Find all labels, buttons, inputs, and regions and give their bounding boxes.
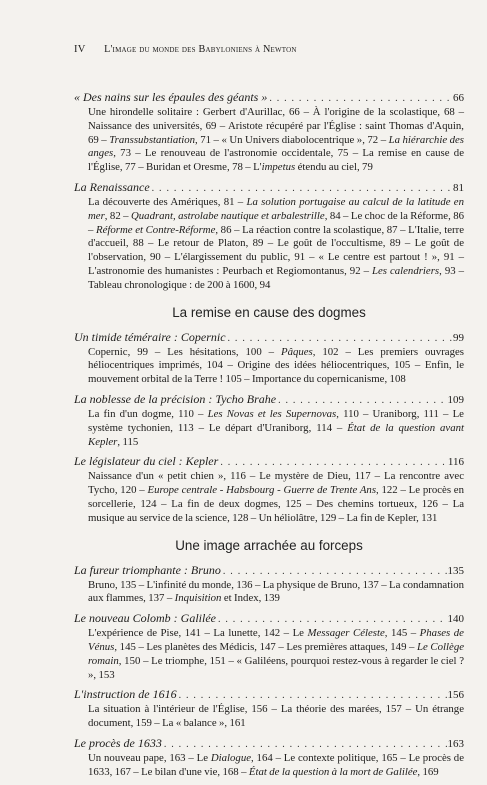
description-segment: Europe centrale - Habsbourg - Guerre de Trente Ans (147, 484, 377, 497)
description-segment: La découverte des Amériques, 81 – (88, 195, 247, 208)
description-segment: Une hirondelle solitaire : Gerbert d'Aurillac, 66 – À l'origine de la scolastique, 68 – Naissance des universités, 69 – Aristote récupéré par l'Église : saint Thomas d'Aquin, 69 – (88, 106, 464, 146)
page-number: IV (74, 44, 86, 55)
entry-description (74, 106, 464, 175)
dot-leader (177, 688, 448, 703)
description-segment: , 93 – Tableau chronologique : de 200 à 1600, 94 (88, 264, 465, 291)
entry-page: 135 (447, 564, 464, 577)
description-segment: Les Novas et les Supernovas (207, 407, 337, 420)
dot-leader (150, 181, 453, 196)
toc-entry (74, 736, 464, 780)
entry-heading (74, 90, 464, 106)
entry-page: 156 (447, 689, 464, 702)
toc-entry (74, 90, 464, 175)
description-segment: Un nouveau pape, 163 – Le (88, 751, 211, 764)
description-segment: , 82 – (104, 209, 131, 222)
table-of-contents (74, 90, 464, 785)
toc-entry (74, 330, 464, 387)
entry-title: Un timide téméraire : Copernic (74, 329, 226, 344)
entry-heading (74, 687, 464, 703)
entry-title: La fureur triomphante : Bruno (74, 562, 221, 577)
dot-leader (216, 612, 448, 627)
description-segment: Messager Céleste (307, 627, 385, 640)
description-segment: impetus (261, 161, 296, 174)
entry-title: La noblesse de la précision : Tycho Brahe (74, 391, 277, 406)
dot-leader (226, 331, 453, 346)
toc-entry (74, 454, 464, 525)
description-segment: Transsubstantiation (109, 133, 196, 146)
entry-description (74, 408, 464, 449)
entry-heading (74, 180, 464, 196)
toc-section (74, 90, 464, 293)
description-segment: La hiérarchie des anges (88, 133, 465, 160)
description-segment: Les calendriers (371, 264, 440, 277)
entry-title: Le nouveau Colomb : Galilée (74, 611, 216, 626)
description-segment: , 169 (417, 765, 439, 778)
entry-page: 140 (447, 613, 464, 626)
description-segment: Le Collège romain (88, 640, 465, 667)
description-segment: Phases de Vénus (88, 627, 464, 653)
description-segment: La fin d'un dogme, 110 – (88, 407, 208, 420)
description-segment: , 115 (117, 435, 139, 448)
description-segment: , 71 – « Un Univers diabolocentrique », 72 – (195, 133, 389, 146)
description-segment: Dialogue (210, 751, 252, 764)
description-segment: Réforme et Contre-Réforme (96, 223, 216, 236)
entry-description (74, 346, 464, 387)
description-segment: , 84 – Le choc de la Réforme, 86 – (88, 209, 465, 236)
toc-entry (74, 611, 464, 682)
dot-leader (276, 393, 447, 408)
running-title: L'image du monde des Babyloniens à Newton (104, 44, 297, 55)
entry-title: Le procès de 1633 (74, 735, 162, 750)
dot-leader (267, 91, 453, 106)
entry-page: 163 (447, 737, 464, 750)
entry-title: « Des nains sur les épaules des géants » (74, 90, 268, 104)
entry-page: 66 (453, 92, 464, 104)
entry-page: 116 (447, 456, 464, 469)
entry-page: 109 (447, 393, 464, 406)
description-segment: Bruno, 135 – L'infinité du monde, 136 – La physique de Bruno, 137 – La condamnation aux flammes, 137 – (88, 578, 464, 605)
entry-page: 99 (453, 331, 464, 344)
entry-heading (74, 392, 464, 408)
toc-entry (74, 180, 464, 293)
toc-section (74, 538, 464, 780)
entry-description (74, 579, 464, 607)
dot-leader (218, 455, 448, 470)
dot-leader (221, 564, 448, 579)
description-segment: , 86 – La réaction contre la scolastique, 87 – L'Italie, terre d'accueil, 88 – Le retour de Platon, 89 – Le goût de l'occultisme, 89 – Le goût de l'observation, 90 – L'élargissement du public, 91 – « Le centre est partout ! », 91 – L'astronomie des humanistes : Peurbach et Regiomontanus, 92 – (88, 223, 464, 277)
description-segment: Naissance d'un « petit chien », 116 – Le mystère de Dieu, 117 – La rencontre avec Tycho, 120 – (88, 470, 464, 497)
description-segment: , 164 – Le contexte politique, 165 – Le procès de 1633, 167 – Le bilan d'une vie, 168 – (88, 751, 465, 778)
description-segment: étendu au ciel, 79 (295, 161, 373, 174)
entry-description (74, 470, 464, 525)
description-segment: et Index, 139 (221, 592, 280, 605)
toc-entry (74, 563, 464, 607)
description-segment: , 122 – Le procès en sorcellerie, 124 – La fin de deux dogmes, 125 – Des chemins tortueux, 126 – La musique au service de la science, 128 – Un héliolâtre, 129 – La fin de Kepler, 131 (88, 484, 464, 524)
entry-description (74, 703, 464, 731)
entry-description (74, 196, 464, 293)
entry-heading (74, 330, 464, 346)
description-segment: , 73 – Le renouveau de l'astronomie occidentale, 75 – La remise en cause de l'Église, 77 – Buridan et Oresme, 78 – L' (88, 147, 464, 174)
description-segment: , 150 – Le triomphe, 151 – « Galiléens, pourquoi restez-vous à regarder le ciel ? », 153 (88, 654, 464, 681)
description-segment: Quadrant, astrolabe nautique et arbalestrille (130, 209, 325, 222)
description-segment: Copernic, 99 – Les hésitations, 100 – (88, 345, 281, 358)
description-segment: , 102 – Les premiers ouvrages héliocentriques imprimés, 104 – Origine des idées héliocentriques, 105 – Enfin, le mouvement orbital de la Terre ! 105 – Importance du copernicanisme, 108 (88, 345, 464, 386)
description-segment: Inquisition (174, 592, 222, 605)
description-segment: , 145 – (384, 627, 420, 640)
description-segment: , 110 – Uraniborg, 111 – Le système tychonien, 113 – Le départ d'Uraniborg, 114 – (88, 407, 464, 434)
description-segment: , 145 – Les planètes des Médicis, 147 – Les premières attaques, 149 – (114, 640, 418, 653)
toc-entry (74, 687, 464, 731)
entry-heading (74, 611, 464, 627)
description-segment: État de la question avant Kepler (88, 421, 464, 448)
entry-heading (74, 563, 464, 579)
description-segment: La situation à l'intérieur de l'Église, 156 – La théorie des marées, 157 – Un étrange document, 159 – La « balance », 161 (88, 703, 464, 730)
toc-section (74, 305, 464, 526)
entry-description (74, 627, 464, 682)
entry-title: L'instruction de 1616 (74, 687, 177, 702)
entry-heading (74, 454, 464, 470)
toc-entry (74, 392, 464, 449)
section-heading: Une image arrachée au forceps (175, 537, 363, 553)
entry-page: 81 (453, 181, 464, 194)
section-heading: La remise en cause des dogmes (172, 304, 366, 320)
description-segment: Pâques (280, 345, 313, 358)
running-header (74, 44, 464, 55)
description-segment: La solution portugaise au calcul de la latitude en mer (88, 195, 464, 222)
entry-title: Le législateur du ciel : Kepler (74, 454, 219, 469)
entry-title: La Renaissance (74, 179, 150, 194)
description-segment: État de la question à la mort de Galilée (248, 765, 418, 778)
description-segment: L'expérience de Pise, 141 – La lunette, 142 – Le (88, 627, 308, 640)
entry-description (74, 752, 464, 780)
